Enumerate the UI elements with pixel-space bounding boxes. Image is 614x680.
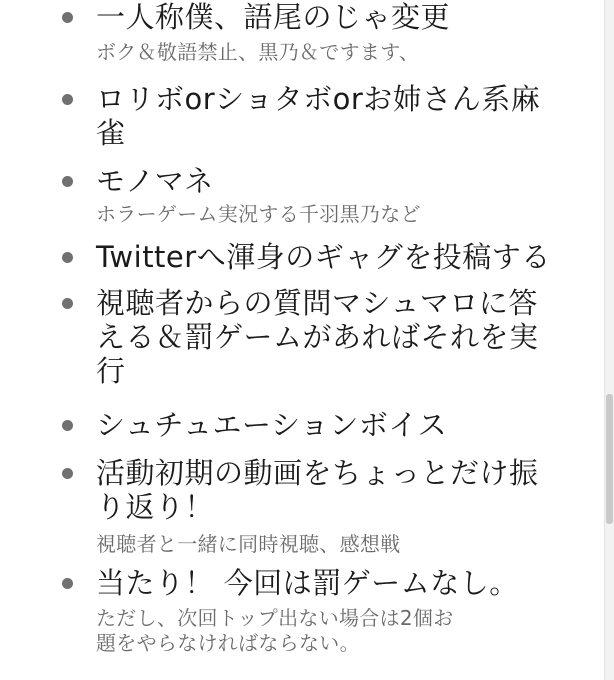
item-title: 視聴者からの質問マシュマロに答 える＆罰ゲームがあればそれを実 行 xyxy=(96,286,539,388)
item-title: モノマネ xyxy=(96,164,214,198)
bullet-icon xyxy=(62,12,73,23)
item-title: Twitterへ渾身のギャグを投稿する xyxy=(96,240,551,274)
item-subtitle: 視聴者と一緒に同時視聴、感想戦 xyxy=(96,532,401,556)
bullet-icon xyxy=(62,420,73,431)
item-title: シュチュエーションボイス xyxy=(96,408,448,442)
item-title: 当たり！ 今回は罰ゲームなし。 xyxy=(96,566,519,600)
scrollbar[interactable] xyxy=(604,0,614,680)
item-title: ロリボorショタボorお姉さん系麻 雀 xyxy=(96,82,541,150)
bullet-icon xyxy=(62,176,73,187)
item-title: 活動初期の動画をちょっとだけ振 り返り！ xyxy=(96,456,539,524)
item-title: 一人称僕、語尾のじゃ変更 xyxy=(96,0,451,34)
bullet-icon xyxy=(62,298,73,309)
bullet-icon xyxy=(62,468,73,479)
item-subtitle: ボク＆敬語禁止、黒乃＆ですます、 xyxy=(96,40,420,64)
item-subtitle: ホラーゲーム実況する千羽黒乃など xyxy=(96,202,421,226)
bullet-icon xyxy=(62,252,73,263)
bullet-icon xyxy=(62,578,73,589)
bullet-icon xyxy=(62,94,73,105)
scrollbar-thumb[interactable] xyxy=(606,394,613,524)
item-subtitle: ただし、次回トップ出ない場合は2個お 題をやらなければならない。 xyxy=(96,606,454,655)
